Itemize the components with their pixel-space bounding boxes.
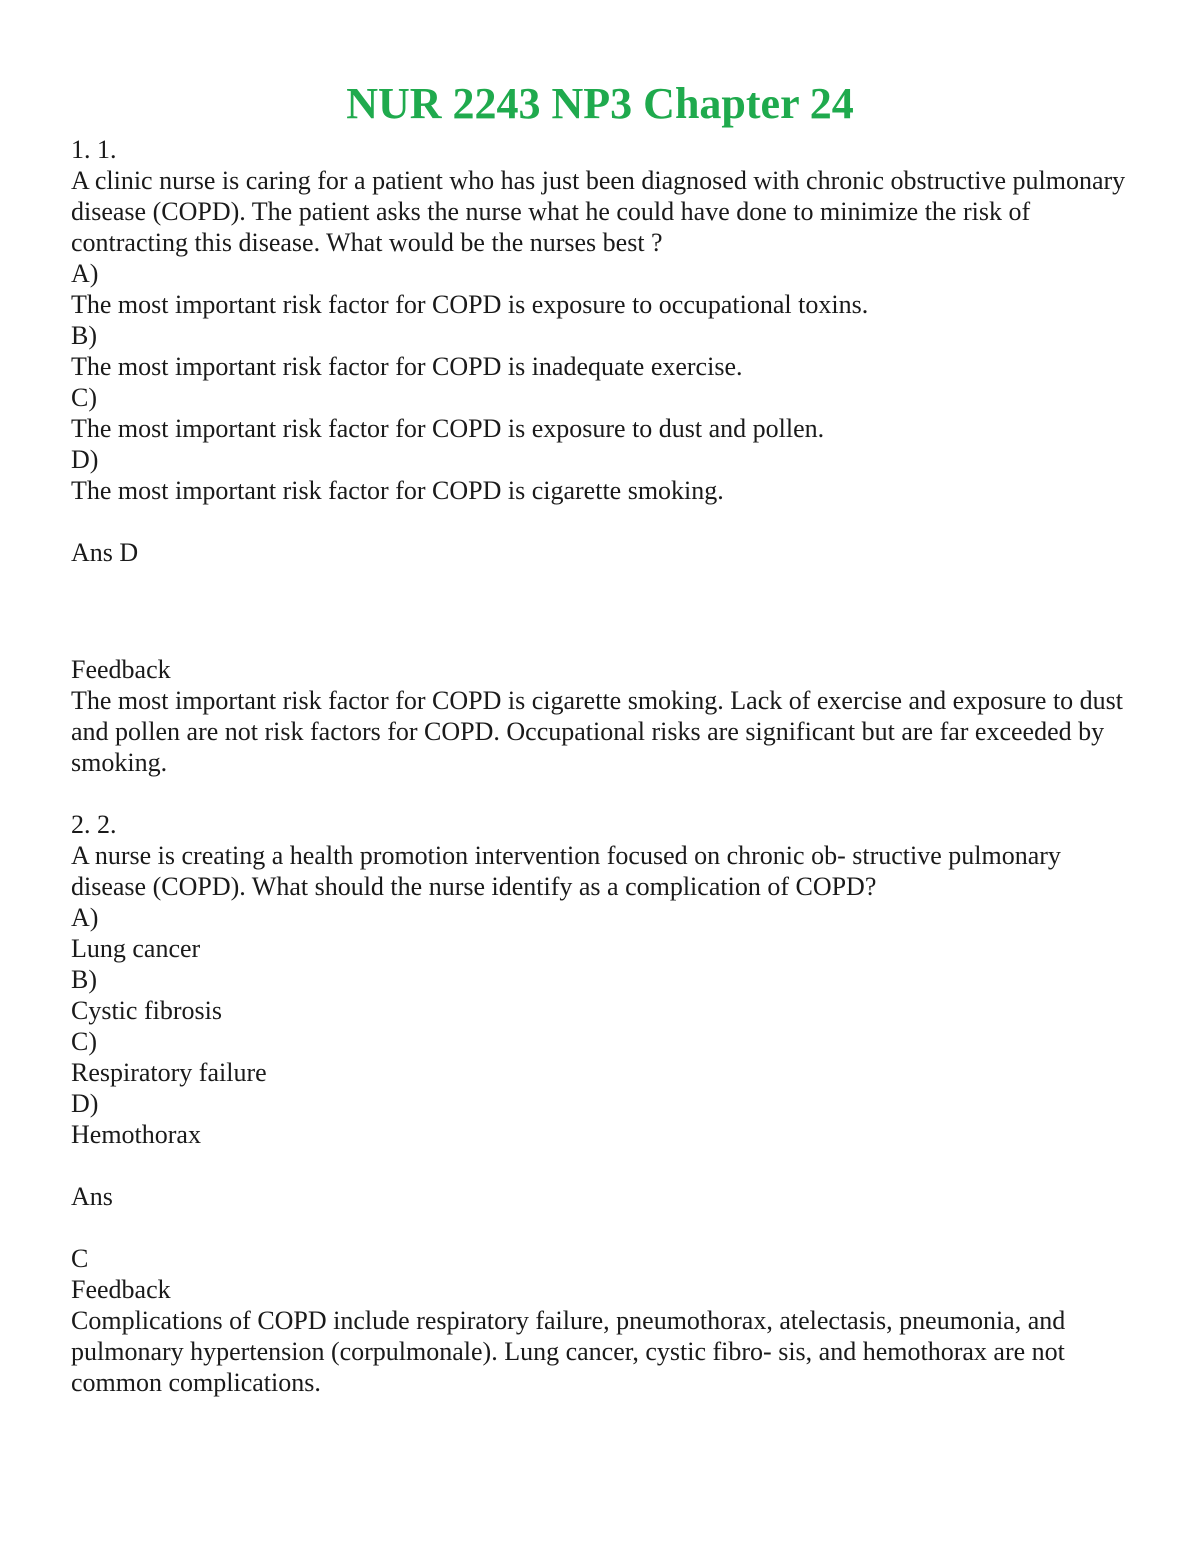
feedback-text: The most important risk factor for COPD is cigarette smoking. Lack of exercise and exposure to dust and pollen are not risk factors for COPD. Occupational risks are significant but are far exceeded by smoking. bbox=[71, 686, 1124, 777]
answer-label: Ans bbox=[71, 1182, 113, 1211]
option-letter: B) bbox=[71, 965, 97, 994]
option-text: Cystic fibrosis bbox=[71, 996, 222, 1025]
option-letter: C) bbox=[71, 1027, 97, 1056]
spacer bbox=[71, 568, 1141, 654]
spacer bbox=[71, 506, 1141, 537]
answer-label: Ans D bbox=[71, 538, 139, 567]
feedback-label: Feedback bbox=[71, 1275, 171, 1304]
option-text: The most important risk factor for COPD is inadequate exercise. bbox=[71, 352, 743, 381]
document-title: NUR 2243 NP3 Chapter 24 bbox=[346, 79, 854, 128]
spacer bbox=[71, 1212, 1141, 1243]
answer-value: C bbox=[71, 1244, 89, 1273]
option-text: The most important risk factor for COPD is exposure to dust and pollen. bbox=[71, 414, 825, 443]
option-text: The most important risk factor for COPD is cigarette smoking. bbox=[71, 476, 724, 505]
document-body bbox=[71, 134, 1141, 1398]
question-1 bbox=[71, 134, 1141, 778]
question-2 bbox=[71, 809, 1141, 1398]
question-stem: A clinic nurse is caring for a patient who has just been diagnosed with chronic obstructive pulmonary disease (COPD). The patient asks the nurse what he could have done to minimize the risk of contracting this disease. What would be the nurses best ? bbox=[71, 166, 1126, 257]
option-letter: D) bbox=[71, 445, 99, 474]
option-letter: D) bbox=[71, 1089, 99, 1118]
spacer bbox=[71, 778, 1141, 809]
question-stem: A nurse is creating a health promotion intervention focused on chronic ob- structive pulmonary disease (COPD). What should the nurse identify as a complication of COPD? bbox=[71, 841, 1061, 901]
option-letter: A) bbox=[71, 259, 99, 288]
option-letter: C) bbox=[71, 383, 97, 412]
feedback-text: Complications of COPD include respiratory failure, pneumothorax, atelectasis, pneumonia, and pulmonary hypertension (corpulmonale). Lung cancer, cystic fibro- sis, and hemothorax are not common complications. bbox=[71, 1306, 1066, 1397]
spacer bbox=[71, 1150, 1141, 1181]
option-text: Hemothorax bbox=[71, 1120, 201, 1149]
option-text: The most important risk factor for COPD is exposure to occupational toxins. bbox=[71, 290, 869, 319]
question-number: 2. 2. bbox=[71, 810, 117, 839]
option-letter: B) bbox=[71, 321, 97, 350]
option-text: Respiratory failure bbox=[71, 1058, 267, 1087]
option-text: Lung cancer bbox=[71, 934, 201, 963]
question-number: 1. 1. bbox=[71, 135, 117, 164]
feedback-label: Feedback bbox=[71, 655, 171, 684]
option-letter: A) bbox=[71, 903, 99, 932]
